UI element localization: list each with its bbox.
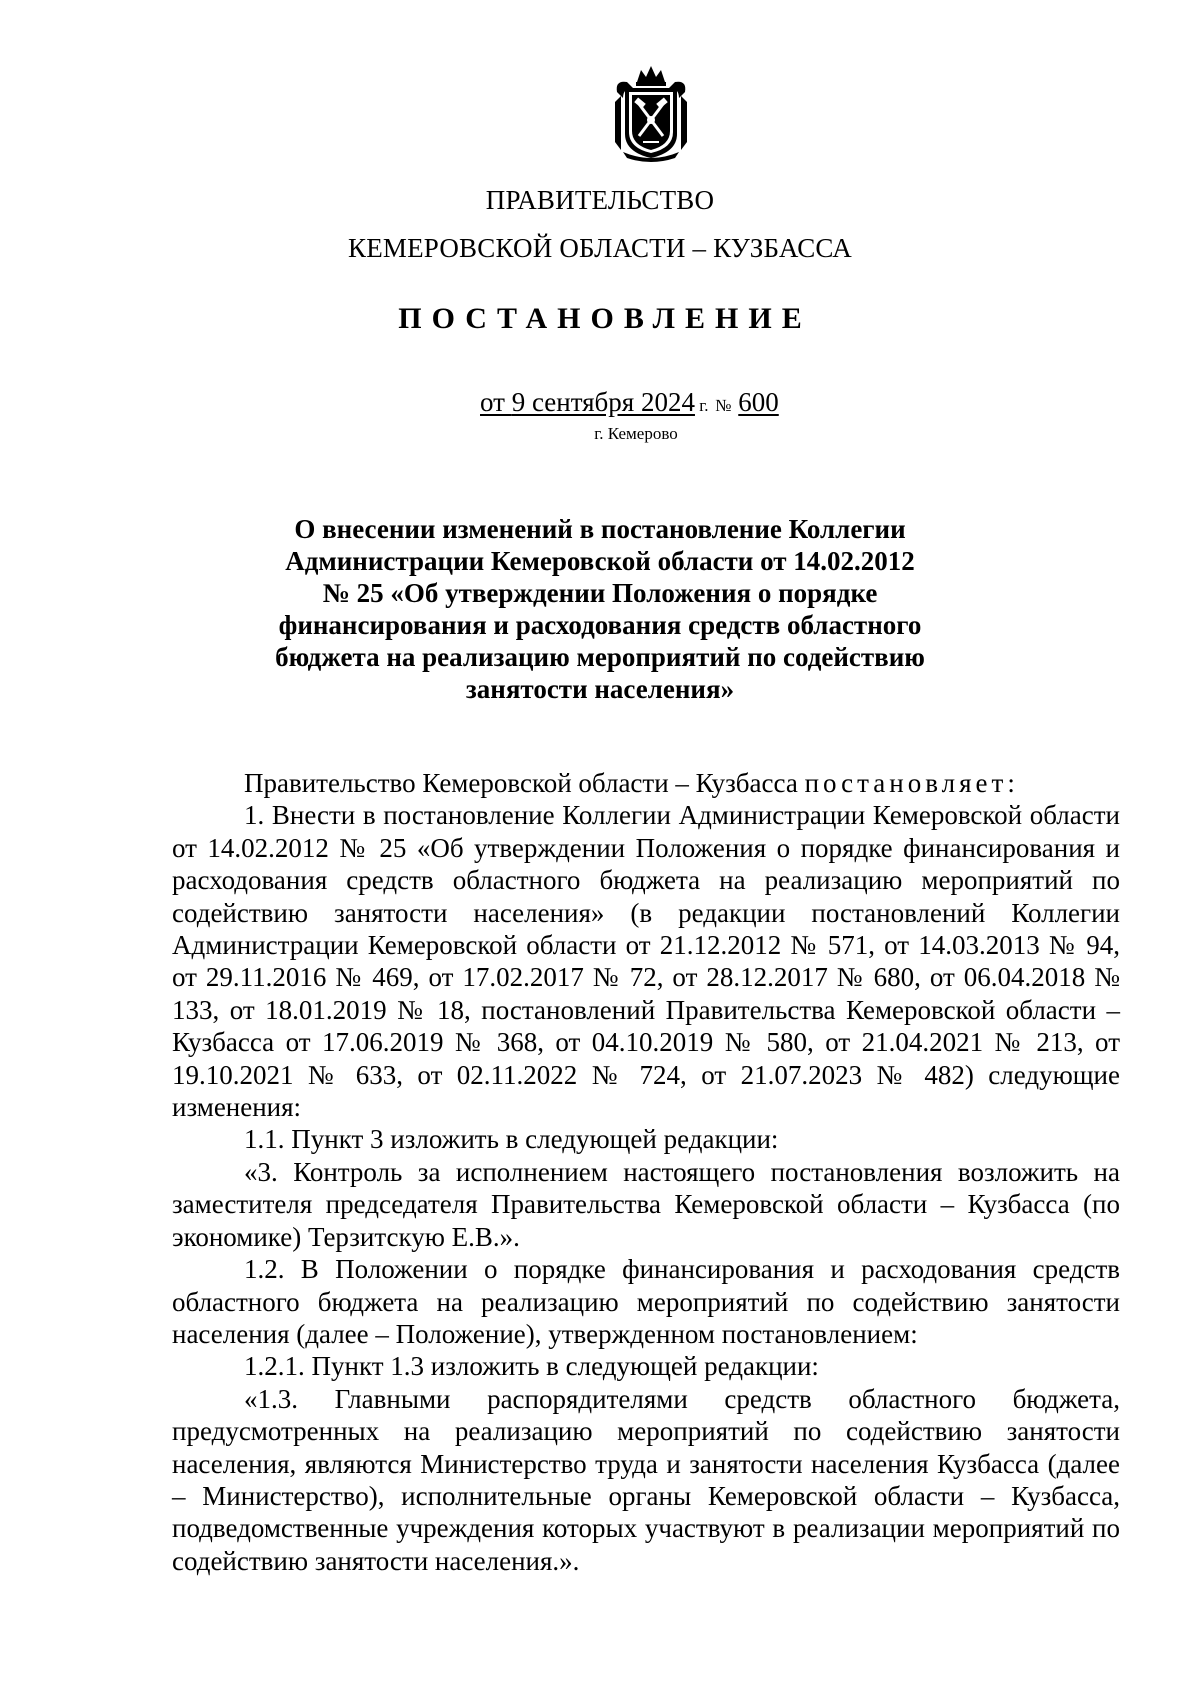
document-body xyxy=(172,767,1120,1577)
date-number-line xyxy=(480,387,810,418)
government-name-line2: КЕМЕРОВСКОЙ ОБЛАСТИ – КУЗБАССА xyxy=(348,233,852,263)
document-title: О внесении изменений в постановление Коллегии Администрации Кемеровской области от 14.02.2012 № 25 «Об утверждении Положения о порядке финансирования и расходования средств областного бюджета на реализацию мероприятий по содействию занятости населения» xyxy=(275,514,925,704)
intro-prefix: Правительство Кемеровской области – Кузбасса xyxy=(244,768,805,798)
paragraph-1-1: 1.1. Пункт 3 изложить в следующей редакции: xyxy=(244,1124,779,1155)
intro-paragraph xyxy=(172,767,1120,799)
intro-verb: постановляет xyxy=(804,768,1008,798)
year-suffix: г. xyxy=(694,396,709,415)
city-label: г. Кемерово xyxy=(594,424,678,443)
paragraph-1-2-1: 1.2.1. Пункт 1.3 изложить в следующей редакции: xyxy=(244,1351,819,1382)
intro-suffix: : xyxy=(1007,768,1015,798)
government-name-line1: ПРАВИТЕЛЬСТВО xyxy=(485,185,715,215)
document-number: 600 xyxy=(738,387,779,417)
paragraph-clause-3: «3. Контроль за исполнением настоящего постановления возложить на заместителя председателя Правительства Кемеровской области – Кузбасса (по экономике) Терзитскую Е.В.». xyxy=(172,1156,1120,1252)
document-date: 9 сентября 2024 xyxy=(511,387,695,417)
document-type-heading: ПОСТАНОВЛЕНИЕ xyxy=(398,302,812,335)
paragraph-1: 1. Внести в постановление Коллегии Администрации Кемеровской области от 14.02.2012 № 25 «Об утверждении Положения о порядке финансирования и расходования средств областного бюджета на реализацию мероприятий по содействию занятости населения» (в редакции постановлений Коллегии Администрации Кемеровской области от 21.12.2012 № 571, от 14.03.2013 № 94, от 29.11.2016 № 469, от 17.02.2017 № 72, от 28.12.2017 № 680, от 06.04.2018 № 133, от 18.01.2019 № 18, постановлений Правительства Кемеровской области – Кузбасса от 17.06.2019 № 368, от 04.10.2019 № 580, от 21.04.2021 № 213, от 19.10.2021 № 633, от 02.11.2022 № 724, от 21.07.2023 № 482) следующие изменения: xyxy=(172,800,1120,1123)
coat-of-arms-icon xyxy=(613,62,689,162)
paragraph-1-2: 1.2. В Положении о порядке финансирования и расходования средств областного бюджета на реализацию мероприятий по содействию занятости населения (далее – Положение), утвержденном постановлением: xyxy=(172,1254,1120,1349)
date-prefix: от xyxy=(480,387,512,417)
number-label: № xyxy=(715,396,732,415)
paragraph-clause-1-3: «1.3. Главными распорядителями средств областного бюджета, предусмотренных на реализацию мероприятий по содействию занятости населения, являются Министерство труда и занятости населения Кузбасса (далее – Министерство), исполнительные органы Кемеровской области – Кузбасса, подведомственные учреждения которых участвуют в реализации мероприятий по содействию занятости населения.». xyxy=(172,1383,1120,1576)
